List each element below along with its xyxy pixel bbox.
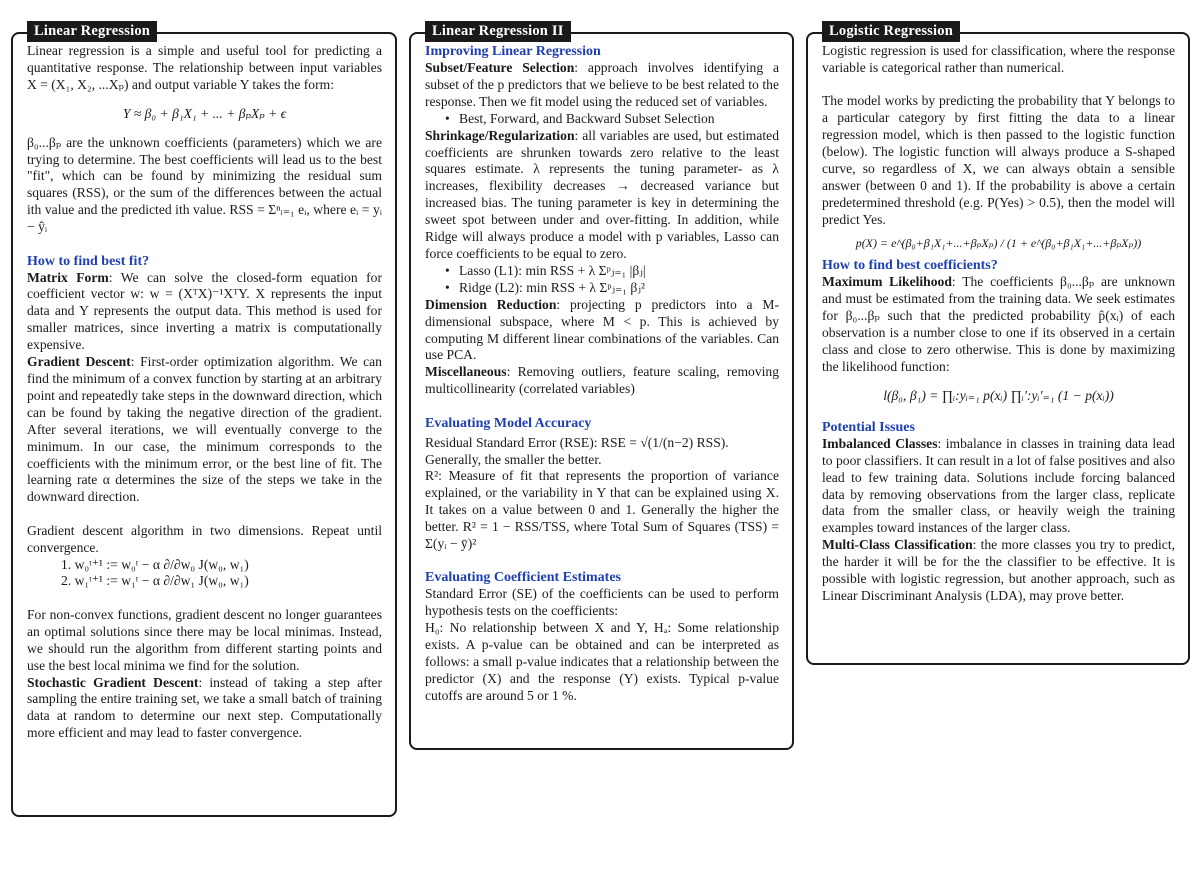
likelihood-equation: l(β₀, β₁) = ∏ᵢ:yᵢ₌₁ p(xᵢ) ∏ᵢ′:yᵢ′₌₁ (1 − p(xᵢ)) (883, 387, 1114, 403)
intro-text: Logistic regression is used for classification, where the response variable is categorical rather than numerical. (822, 43, 1175, 75)
dimension-reduction-paragraph (425, 297, 779, 365)
max-likelihood-paragraph (822, 274, 1175, 375)
imbalanced-text: : imbalance in classes in training data lead to poor classifiers. It can result in a lot of false positives and also lead to few training data. Solutions include forcing balanced data by removing observations from the larger class, replicate data from the smaller class, or heavily weigh the training examples toward instances of the larger class. (822, 435, 1175, 536)
bullet-item: • Ridge (L2): min RSS + λ Σᵖⱼ₌₁ βⱼ² (445, 280, 779, 297)
shrinkage-label: Shrinkage/Regularization (425, 127, 575, 143)
gradient-descent-label: Gradient Descent (27, 354, 131, 370)
panel-content (27, 43, 382, 742)
shrinkage-text: : all variables are used, but estimated coefficients are shrunken towards zero relative to the least squares estimate. λ represents the tuning parameter- as λ increases, flexibility decreases → decreased variance but increased bias. The tuning parameter is key in determining the sweet spot between under and over-fitting. In addition, while Ridge will always produce a model with p variables, Lasso can force coefficients to be equal to zero. (425, 127, 779, 261)
max-likelihood-label: Maximum Likelihood (822, 274, 952, 290)
gradient-step: 2. w₁ᵗ⁺¹ := w₁ᵗ − α ∂/∂w₁ J(w₀, w₁) (61, 573, 249, 589)
coefficients-text: β₀...βₚ are the unknown coefficients (parameters) which we are trying to determine. The best coefficients will lead us to the best "fit", which can be found by minimizing the residual sum squares (RSS), or the sum of the differences between the actual ith value and the predicted ith value. RSS = Σⁿᵢ₌₁ eᵢ, where eᵢ = yᵢ − ŷᵢ (27, 134, 382, 235)
misc-label: Miscellaneous (425, 364, 507, 380)
hypothesis-text: H₀: No relationship between X and Y, Hₐ: Some relationship exists. A p-value can be obtained and can be interpreted as follows: a small p-value indicates that a relationship between the predictor (X) and the response (Y) exists. Typical p-value cutoffs are around 5 or 1 %. (425, 620, 779, 703)
panel-title: Linear Regression (27, 21, 157, 42)
dimension-reduction-label: Dimension Reduction (425, 296, 557, 312)
multiclass-text: : the more classes you try to predict, the harder it will be for the the classifier to be effective. It is possible with logistic regression, but another approach, such as Linear Discriminant Analysis (LDA), may prove better. (822, 537, 1175, 603)
sgd-label: Stochastic Gradient Descent (27, 674, 199, 690)
multiclass-paragraph (822, 537, 1175, 605)
imbalanced-label: Imbalanced Classes (822, 435, 938, 451)
gradient-descent-paragraph (27, 354, 382, 506)
shrinkage-paragraph (425, 128, 779, 263)
bullet-item: • Lasso (L1): min RSS + λ Σᵖⱼ₌₁ |βⱼ| (445, 263, 779, 280)
nonconvex-text: For non-convex functions, gradient descent no longer guarantees an optimal solutions since there may be local minimas. Instead, we should run the algorithm from different starting points and use the best local minima we find for the solution. (27, 606, 382, 673)
subset-paragraph (425, 60, 779, 111)
panel-title: Logistic Regression (822, 21, 960, 42)
matrix-form-label: Matrix Form (27, 269, 109, 285)
r2-text: R²: Measure of fit that represents the proportion of variance explained, or the variability in Y that can be explained using X. It takes on a value between 0 and 1. Generally the higher the better. R² = 1 − RSS/TSS, where Total Sum of Squares (TSS) = Σ(yᵢ − ȳ)² (425, 468, 779, 552)
se-text: Standard Error (SE) of the coefficients can be used to perform hypothesis tests on the coefficients: (425, 586, 779, 619)
gradient-descent-2d-text: Gradient descent algorithm in two dimensions. Repeat until convergence. (27, 522, 382, 555)
panel-linear-regression (11, 23, 397, 817)
misc-text: : Removing outliers, feature scaling, removing multicollinearity (correlated variables) (425, 364, 779, 397)
multiclass-label: Multi-Class Classification (822, 537, 973, 553)
gradient-step: 1. w₀ᵗ⁺¹ := w₀ᵗ − α ∂/∂w₀ J(w₀, w₁) (61, 556, 249, 572)
sgd-paragraph (27, 675, 382, 743)
rse-text-2: Generally, the smaller the better. (425, 451, 602, 467)
panel-title: Linear Regression II (425, 21, 571, 42)
max-likelihood-text: : The coefficients β₀...βₚ are unknown and must be estimated from the training data. We seek estimates for β₀...βₚ such that the predicted probability p̂(xᵢ) of each observation is a number close to one if its observed in a certain class and close to zero otherwise. This is done by maximizing the likelihood function: (822, 274, 1175, 374)
panel-content (822, 43, 1175, 605)
matrix-form-paragraph (27, 270, 382, 355)
rse-text: Residual Standard Error (RSE): RSE = √(1/(n−2) RSS). (425, 434, 729, 450)
shrinkage-bullets (425, 263, 779, 297)
accuracy-heading: Evaluating Model Accuracy (425, 415, 592, 431)
panel-linear-regression-ii (409, 23, 794, 750)
best-coefficients-heading: How to find best coefficients? (822, 258, 998, 274)
how-to-find-heading: How to find best fit? (27, 253, 150, 269)
panel-content (425, 43, 779, 705)
imbalanced-paragraph (822, 436, 1175, 537)
dimension-reduction-text: : projecting p predictors into a M-dimensional subspace, where M < p. This is achieved by computing M different linear combinations of the variables. Can use PCA. (425, 296, 780, 363)
improving-heading: Improving Linear Regression (425, 44, 601, 59)
matrix-form-text: : We can solve the closed-form equation for coefficient vector w: w = (XᵀX)⁻¹XᵀY. X represents the input data and Y represents the output data. This method is used for smaller matrices, since inverting a matrix is computationally expensive. (27, 269, 382, 353)
model-equation: Y ≈ β₀ + β₁X₁ + ... + βₚXₚ + ϵ (122, 105, 287, 121)
logistic-equation: p(X) = e^(β₀+β₁X₁+...+βₚXₚ) / (1 + e^(β₀+β₁X₁+...+βₚXₚ)) (855, 235, 1142, 250)
issues-heading: Potential Issues (822, 419, 915, 435)
panel-logistic-regression (806, 23, 1190, 665)
misc-paragraph (425, 364, 779, 398)
subset-label: Subset/Feature Selection (425, 60, 575, 75)
bullet-item: • Best, Forward, and Backward Subset Selection (445, 111, 779, 128)
sgd-text: : instead of taking a step after sampling the entire training set, we take a small batch of training data at random to determine our next step. Computationally more efficient and may lead to faster convergence. (27, 674, 382, 741)
subset-text: : approach involves identifying a subset of the p predictors that we believe to be best related to the response. Then we fit model using the reduced set of variables. (425, 60, 779, 109)
coefficient-heading: Evaluating Coefficient Estimates (425, 570, 621, 586)
intro-text: Linear regression is a simple and useful tool for predicting a quantitative response. The relationship between input variables X = (X₁, X₂, ...Xₚ) and output variable Y takes the form: (27, 43, 382, 92)
model-text: The model works by predicting the probability that Y belongs to a particular category by first fitting the data to a linear regression model, which is then passed to the logistic function (below). The logistic function will always produce a S-shaped curve, so regardless of X, we can always obtain a sensible answer (between 0 and 1). If the probability is above a certain predetermined threshold (e.g. P(Yes) > 0.5), then the model will predict Yes. (822, 93, 1175, 227)
gradient-descent-text: : First-order optimization algorithm. We can find the minimum of a convex function by starting at an arbitrary point and repeatedly take steps in the downward direction, which can be found by taking the negative direction of the gradient. After several iterations, we will eventually converge to the minimum. In our case, the minimum corresponds to the coefficients with the minimum error, or the best line of fit. The learning rate α determines the size of the steps we take in the downward direction. (27, 354, 382, 505)
subset-bullets (425, 111, 779, 128)
gradient-steps (27, 557, 382, 591)
